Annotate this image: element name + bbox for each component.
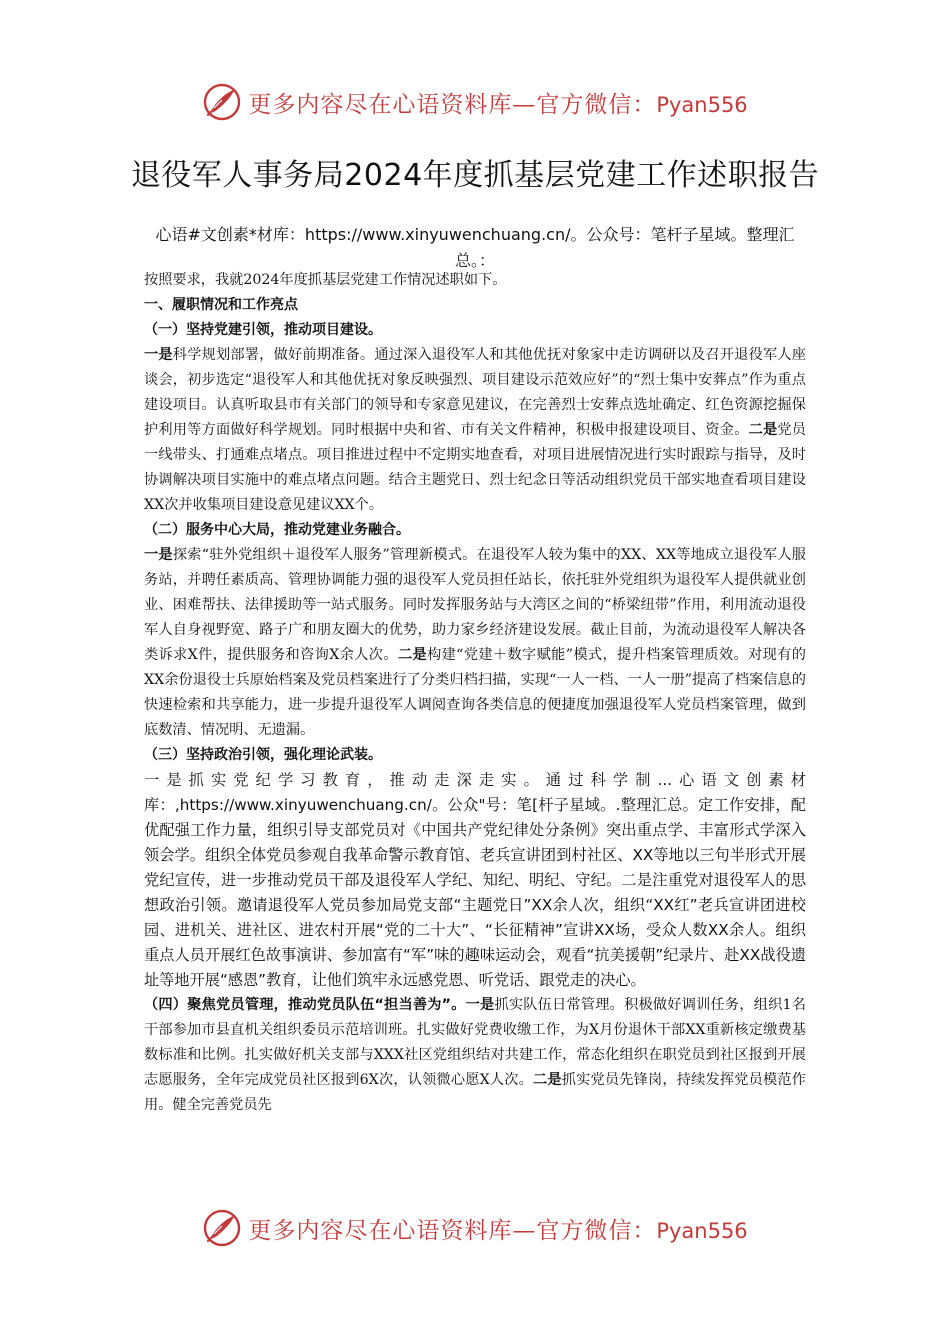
header-banner	[0, 78, 950, 126]
banner-text: 更多内容尽在心语资料库—官方微信：Pyan556	[248, 91, 748, 118]
footer-banner	[0, 1204, 950, 1252]
paragraph-3: 一是抓实党纪学习教育，推动走深走实。通过科学制...心语文创素材库：,https://www.xinyuwenchuang.cn/。公众"号：笔[杆子星域。.整理汇总。定工作安排，配优配强工作力量，组织引导支部党员对《中国共产党纪律处分条例》突出重点学、丰富形式学深入领会学。组织全体党员参观自我革命警示教育馆、老兵宣讲团到村社区、XX等地以三句半形式开展党纪宣传，进一步推动党员干部及退役军人学纪、知纪、明纪、守纪。二是注重党对退役军人的思想政治引领。邀请退役军人党员参加局党支部“主题党日”XX余人次，组织“XX红”老兵宣讲团进校园、进机关、进社区、进农村开展“党的二十大”、“长征精神”宣讲XX场，受众人数XX余人。组织重点人员开展红色故事演讲、参加富有“军”味的趣味运动会，观看“抗美援朝”纪录片、赴XX战役遗址等地开展“感恩”教育，让他们筑牢永远感党恩、听党话、跟党走的决心。	[144, 771, 806, 989]
subheading-2: （二）服务中心大局，推动党建业务融合。	[144, 522, 410, 538]
subheading-3: （三）坚持政治引领，强化理论武装。	[144, 747, 382, 763]
banner-wechat-id: Pyan556	[656, 92, 748, 117]
document-title: 退役军人事务局2024年度抓基层党建工作述职报告	[130, 158, 820, 193]
quill-pen-logo-icon	[202, 1208, 242, 1248]
subheading-1: （一）坚持党建引领，推动项目建设。	[144, 322, 382, 338]
paragraph-2: 一是探索“驻外党组织＋退役军人服务”管理新模式。在退役军人较为集中的XX、XX等地成立退役军人服务站，并聘任素质高、管理协调能力强的退役军人党员担任站长，依托驻外党组织为退役军人提供就业创业、困难帮扶、法律援助等一站式服务。同时发挥服务站与大湾区之间的“桥梁纽带”作用，利用流动退役军人自身视野宽、路子广和朋友圈大的优势，助力家乡经济建设发展。截止目前，为流动退役军人解决各类诉求X件，提供服务和咨询X余人次。二是构建“党建＋数字赋能”模式，提升档案管理质效。对现有的XX余份退役士兵原始档案及党员档案进行了分类归档扫描，实现“一人一档、一人一册”提高了档案信息的快速检索和共享能力，进一步提升退役军人调阅查询各类信息的便捷度加强退役军人党员档案管理，做到底数清、情况明、无遗漏。	[144, 547, 806, 738]
banner-wechat-id: Pyan556	[656, 1218, 748, 1243]
paragraph-1: 一是科学规划部署，做好前期准备。通过深入退役军人和其他优抚对象家中走访调研以及召开退役军人座谈会，初步选定“退役军人和其他优抚对象反映强烈、项目建设示范效应好”的“烈士集中安葬点”作为重点建设项目。认真听取县市有关部门的领导和专家意见建议，在完善烈士安葬点选址确定、红色资源挖掘保护利用等方面做好科学规划。同时根据中央和省、市有关文件精神，积极申报建设项目、资金。二是党员一线带头、打通难点堵点。项目推进过程中不定期实地查看，对项目进展情况进行实时跟踪与指导，及时协调解决项目实施中的难点堵点问题。结合主题党日、烈士纪念日等活动组织党员干部实地查看项目建设XX次并收集项目建设意见建议XX个。	[144, 347, 806, 513]
paragraph-4: （四）聚焦党员管理，推动党员队伍“担当善为”。一是抓实队伍日常管理。积极做好调训任务，组织1名干部参加市县直机关组织委员示范培训班。扎实做好党费收缴工作，为X月份退休干部XX重新核定缴费基数标准和比例。扎实做好机关支部与XXX社区党组织结对共建工作，常态化组织在职党员到社区报到开展志愿服务，全年完成党员社区报到6X次，认领微心愿X人次。二是抓实党员先锋岗，持续发挥党员模范作用。健全完善党员先	[144, 997, 806, 1113]
document-body	[144, 268, 806, 1118]
source-line: 心语#文创素*材库：https://www.xinyuwenchuang.cn/。公众号：笔杆子星域。整理汇总。：	[155, 225, 795, 270]
section-heading-1: 一、履职情况和工作亮点	[144, 297, 298, 313]
intro-paragraph: 按照要求，我就2024年度抓基层党建工作情况述职如下。	[144, 272, 507, 288]
banner-text: 更多内容尽在心语资料库—官方微信：Pyan556	[248, 1217, 748, 1244]
quill-pen-logo-icon	[202, 82, 242, 122]
